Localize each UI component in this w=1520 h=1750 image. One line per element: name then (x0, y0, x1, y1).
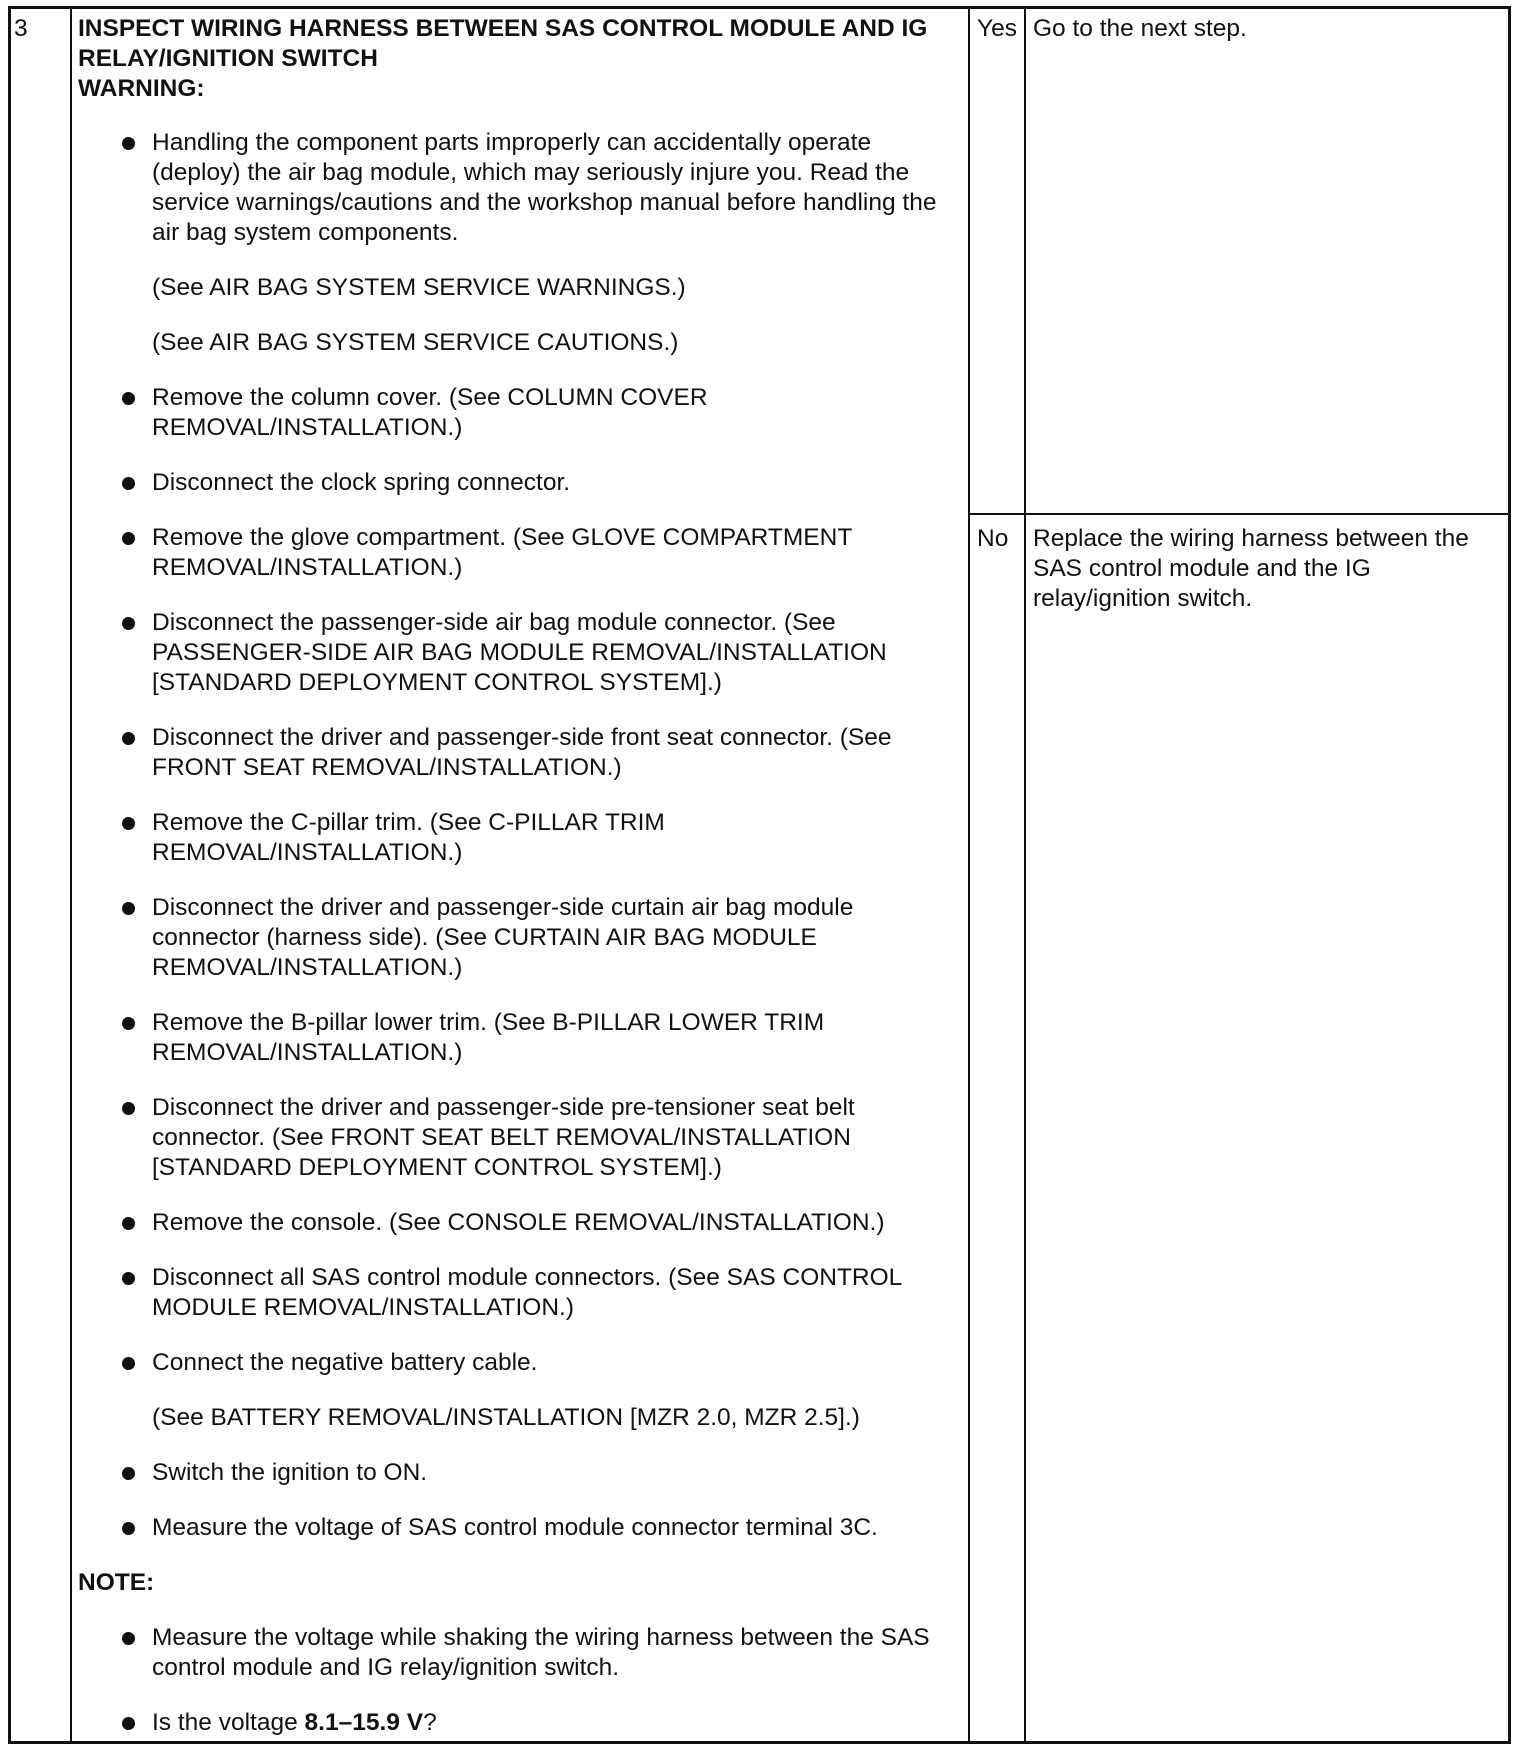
note-label: NOTE: (78, 1569, 155, 1596)
yes-action: Go to the next step. (1033, 15, 1247, 42)
warning-label: WARNING: (78, 75, 205, 102)
column-divider (1024, 6, 1026, 1744)
list-item: Remove the column cover. (See COLUMN COVER REMOVAL/INSTALLATION.) (78, 383, 958, 443)
list-item: Disconnect the driver and passenger-side curtain air bag module connector (harness side). (See CURTAIN AIR BAG MODULE REMOVAL/INSTALLATION.) (78, 893, 958, 983)
bullet-icon (122, 817, 135, 830)
bullet-icon (122, 477, 135, 490)
list-item: Disconnect the clock spring connector. (78, 468, 958, 498)
list-item: Connect the negative battery cable. (78, 1348, 958, 1378)
bullet-icon (122, 392, 135, 405)
bullet-icon (122, 1632, 135, 1645)
list-item: Remove the glove compartment. (See GLOVE COMPARTMENT REMOVAL/INSTALLATION.) (78, 523, 958, 583)
list-item: Disconnect the passenger-side air bag module connector. (See PASSENGER-SIDE AIR BAG MODULE REMOVAL/INSTALLATION [STANDARD DEPLOYMENT CONTROL SYSTEM].) (78, 608, 958, 698)
voltage-range: 8.1–15.9 V (304, 1709, 424, 1736)
column-divider (968, 6, 970, 1744)
step-title (78, 14, 958, 104)
list-item: Disconnect all SAS control module connectors. (See SAS CONTROL MODULE REMOVAL/INSTALLATION.) (78, 1263, 958, 1323)
list-item: Disconnect the driver and passenger-side pre-tensioner seat belt connector. (See FRONT SEAT BELT REMOVAL/INSTALLATION [STANDARD DEPLOYMENT CONTROL SYSTEM].) (78, 1093, 958, 1183)
list-item: Remove the B-pillar lower trim. (See B-PILLAR LOWER TRIM REMOVAL/INSTALLATION.) (78, 1008, 958, 1068)
no-label: No (977, 525, 1009, 552)
column-divider (70, 6, 72, 1744)
bullet-icon (122, 532, 135, 545)
step-title-line: INSPECT WIRING HARNESS BETWEEN SAS CONTROL MODULE AND IG (78, 15, 928, 42)
bullet-icon (122, 1467, 135, 1480)
bullet-icon (122, 1217, 135, 1230)
bullet-icon (122, 1272, 135, 1285)
bullet-icon (122, 1522, 135, 1535)
list-item: Measure the voltage of SAS control module connector terminal 3C. (78, 1513, 958, 1543)
voltage-question: Is the voltage 8.1–15.9 V? (78, 1708, 958, 1738)
reference-text: (See BATTERY REMOVAL/INSTALLATION [MZR 2.0, MZR 2.5].) (152, 1404, 860, 1431)
list-item: Disconnect the driver and passenger-side front seat connector. (See FRONT SEAT REMOVAL/INSTALLATION.) (78, 723, 958, 783)
bullet-icon (122, 617, 135, 630)
step-title-line: RELAY/IGNITION SWITCH (78, 45, 378, 72)
list-item: Measure the voltage while shaking the wiring harness between the SAS control module and IG relay/ignition switch. (78, 1623, 958, 1683)
row-divider (968, 513, 1511, 515)
bullet-icon (122, 902, 135, 915)
list-item: Switch the ignition to ON. (78, 1458, 958, 1488)
bullet-icon (122, 137, 135, 150)
yes-label: Yes (977, 15, 1017, 42)
no-action: Replace the wiring harness between the SAS control module and the IG relay/ignition switch. (1033, 525, 1469, 612)
bullet-icon (122, 1357, 135, 1370)
step-number: 3 (14, 15, 28, 42)
list-item: Remove the console. (See CONSOLE REMOVAL/INSTALLATION.) (78, 1208, 958, 1238)
bullet-icon (122, 1017, 135, 1030)
reference-text: (See AIR BAG SYSTEM SERVICE CAUTIONS.) (152, 329, 679, 356)
bullet-icon (122, 1717, 135, 1730)
reference-text: (See AIR BAG SYSTEM SERVICE WARNINGS.) (152, 274, 686, 301)
list-item: Remove the C-pillar trim. (See C-PILLAR TRIM REMOVAL/INSTALLATION.) (78, 808, 958, 868)
bullet-icon (122, 732, 135, 745)
list-item: Handling the component parts improperly can accidentally operate (deploy) the air bag module, which may seriously injure you. Read the service warnings/cautions and the workshop manual before handling the air bag system components. (78, 128, 958, 248)
bullet-icon (122, 1102, 135, 1115)
procedure-list (78, 128, 958, 1738)
